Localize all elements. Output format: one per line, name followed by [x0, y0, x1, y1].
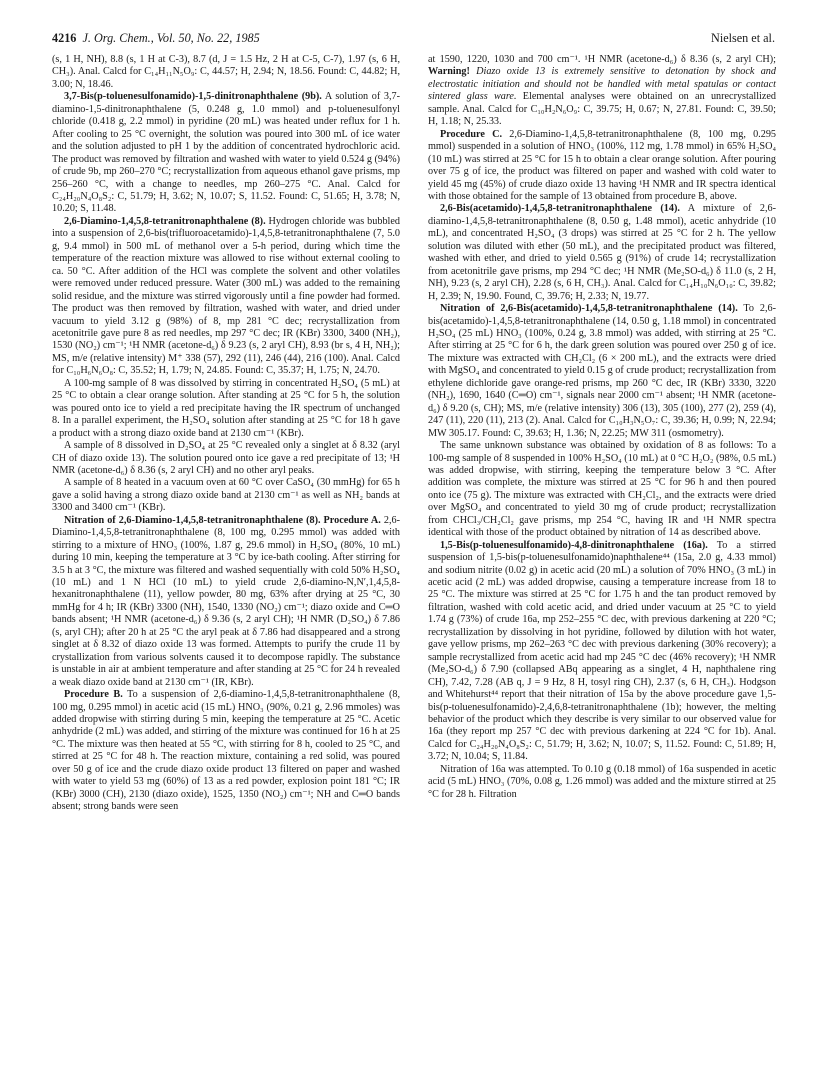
- paragraph-text: 2,6-Diamino-1,4,5,8-tetranitronaphthalene (8, 100 mg, 0.295 mmol) suspended in a solution of HNO₃ (100%, 112 mg, 1.78 mmol) in 65% H₂SO₄ (10 mL) was stirred at 25 °C for 15 h to obtain a clear orange solution. After pouring over 75 g of ice, the product was filtered on paper and washed with cold water to yield 45 mg (45%) of crude diazo oxide 13 having ¹H NMR and IR spectra identical with those obtained for the sample of 13 obtained from procedure B, above.: [428, 128, 777, 202]
- warning-label: Warning!: [428, 66, 470, 78]
- section-heading: Procedure B.: [64, 689, 123, 701]
- paragraph: [428, 54, 776, 129]
- page-number: 4216: [52, 31, 77, 45]
- paragraph-text: at 1590, 1220, 1030 and 700 cm⁻¹. ¹H NMR (acetone-d₆) δ 8.36 (s, 2 aryl CH);: [428, 54, 776, 65]
- paragraph-text: A mixture of 2,6-diamino-1,4,5,8-tetranitronaphthalene (8, 0.50 g, 1.48 mmol), acetic anhydride (10 mL), and concentrated H₂SO₄ (3 drops) was stirred at 25 °C for 2 h. The yellow solution was diluted with ether (50 mL), and the precipitated product was filtered, washed with ether, and dried to yield 0.565 g (91%) of crude 14; recrystallization from acetonitrile gave prisms, mp 294 °C dec; ¹H NMR (Me₂SO-d₆) δ 11.0 (s, 2 H, NH), 9.23 (s, 2 aryl CH), 2.28 (s, 6 H, CH₃). Anal. Calcd for C₁₄H₁₀N₆O₁₀: C, 39.82; H, 2.39; N, 19.90. Found, C, 39.76; H, 2.33; N, 19.77.: [428, 203, 776, 302]
- section-heading: 2,6-Diamino-1,4,5,8-tetranitronaphthalene (8).: [64, 215, 266, 227]
- header-authors: Nielsen et al.: [711, 31, 775, 45]
- paragraph-text: A sample of 8 heated in a vacuum oven at 60 °C over CaSO₄ (30 mmHg) for 65 h gave a solid having a strong diazo oxide band at 2130 cm⁻¹ as well as NH₂ bands at 3300 and 3400 cm⁻¹ (KBr).: [52, 477, 400, 514]
- warning-text: Diazo oxide 13 is extremely sensitive to detonation by shock and electrostatic initiation and should not be handled with metal spatulas or contact sintered glass ware.: [428, 66, 776, 103]
- paragraph: [428, 764, 776, 801]
- section-heading: 3,7-Bis(p-toluenesulfonamido)-1,5-dinitronaphthalene (9b).: [64, 91, 322, 103]
- paragraph: [428, 440, 776, 540]
- paragraph: [52, 477, 400, 514]
- paragraph-text: To 2,6-bis(acetamido)-1,4,5,8-tetranitronaphthalene (14, 0.50 g, 1.18 mmol) in concentrated H₂SO₄ (25 mL) HNO₃ (100%, 0.24 g, 3.8 mmol) was added, with stirring at 25 °C. After stirring at 25 °C for 6 h, the dark green solution was poured over 250 g of ice. The mixture was extracted with CH₂Cl₂ (6 × 200 mL), and the extracts were dried with MgSO₄ and concentrated to yield 0.15 g of crude product; recrystallization from ethylene dichloride gave orange-red prisms, mp 260 °C dec, IR (KBr) 3330, 3220 (NH₂), 1690, 1640 (C═O) cm⁻¹, signals near 2000 cm⁻¹ absent; ¹H NMR (acetone-d₆) δ 9.20 (s, CH); MS, m/e (relative intensity) 306 (13), 305 (100), 277 (2), 259 (4), 247 (11), 220 (11), 213 (2). Anal. Calcd for C₁₀H₃N₅O₇: C, 39.36; H, 0.99; N, 22.94; MW 305.17. Found: C, 39.63; H, 1.36; N, 22.25; MW 311 (osmometry).: [428, 303, 776, 439]
- paragraph-text: Elemental analyses were obtained on an unrecrystallized sample. Anal. Calcd for C₁₀H₂N₆O₉: C, 39.75; H, 0.67; N, 27.81. Found: C, 39.50; H, 1.18; N, 25.33.: [428, 91, 776, 128]
- right-column: [428, 54, 776, 801]
- section-heading: Procedure C.: [440, 128, 503, 140]
- paragraph: [52, 440, 400, 477]
- section-heading: 2,6-Bis(acetamido)-1,4,5,8-tetranitronaphthalene (14).: [440, 203, 680, 215]
- paragraph-text: To a stirred suspension of 1,5-bis(p-toluenesulfonamido)naphthalene⁴⁴ (15a, 2.0 g, 4.33 mmol) and sodium nitrite (0.02 g) in acetic acid (20 mL) a solution of 70% HNO₃ (3 mL) in acetic acid (2 mL) was added dropwise, causing a temperature increase from 18 to 25 °C. The mixture was stirred at 25 °C for 1.75 h and the tan product removed by filtration, washed with cold acetic acid, and dried under vacuum at 25 °C to yield 1.74 g (73%) of crude 16a, mp 252–255 °C dec, with previous darkening at 220 °C; recrystallization by dissolving in hot pyridine, followed by dilution with hot water, gave yellow prisms, mp 262–263 °C dec with previous darkening (30% recovery); a sample recrystallized from acetic acid had mp 245 °C dec (46% recovery); ¹H NMR (Me₂SO-d₆) δ 7.90 (collapsed ABq appearing as a singlet, 4 H, naphthalene ring CH), 7.42, 7.28 (AB q, J = 9 Hz, 8 H, tosyl ring CH), 2.37 (s, 6 H, CH₃). Hodgson and Whitehurst⁴⁴ report that their nitration of 15a by the above procedure gave 1,5-bis(p-toluenesulfonamido)-2,4,6,8-tetranitronaphthalene (1b); however, the melting behavior of the product which they describe is very similar to our observed value for 16a (they report mp 257 °C dec with previous darkening at 224 °C for 1b). Anal. Calcd for C₂₄H₂₀N₄O₈S₂: C, 51.79; H, 3.62; N, 10.07; S, 11.52. Found: C, 51.89; H, 3.72; N, 10.04; S, 11.84.: [428, 539, 776, 763]
- paragraph-text: (s, 1 H, NH), 8.8 (s, 1 H at C-3), 8.7 (d, J = 1.5 Hz, 2 H at C-5, C-7), 1.97 (s, 6 H, CH₃). Anal. Calcd for C₁₄H₁₁N₅O₉: C, 44.57; H, 2.94; N, 18.56. Found: C, 44.82; H, 3.00; N, 18.46.: [52, 54, 400, 90]
- paragraph: [428, 303, 776, 440]
- paragraph-text: The same unknown substance was obtained by oxidation of 8 as follows: To a 100-mg sample of 8 suspended in 100% H₂SO₄ (10 mL) at 0 °C H₂O₂ (98%, 0.5 mL) was added dropwise, with stirring, keeping the temperature below 3 °C. After addition was complete, the mixture was stirred at 25 °C for 96 h and then poured onto ice (75 g). The mixture was extracted with CH₂Cl₂, and the extracts were dried over MgSO₄ and concentrated to yield 30 mg of crude product; recrystallization from CHCl₃/CH₂Cl₂ gave prisms, mp 254 °C, having IR and ¹H NMR spectra identical with those of the product obtained by nitration of 14 as described above.: [428, 440, 776, 539]
- paragraph-text: Hydrogen chloride was bubbled into a suspension of 2,6-bis(trifluoroacetamido)-1,4,5,8-tetranitronaphthalene (7, 5.0 g, 9.4 mmol) in 500 mL of methanol over a 5-h period, during which time the temperature of the reaction mixture was allowed to rise without external cooling to ca. 50 °C. After addition of the HCl was complete the solvent and other volatiles were removed under reduced pressure. Water (300 mL) was added to the remaining solid residue, and the mixture was stirred vigorously until a fine powder had formed. The product was then removed by filtration, washed with water, and dried under vacuum to yield 3.12 g (98%) of 8, mp 281 °C dec; recrystallization from acetonitrile gave pure 8 as red needles, mp 297 °C dec; IR (KBr) 3300, 3400 (NH₂), 1530 (NO₂) cm⁻¹; ¹H NMR (acetone-d₆) δ 9.23 (s, 2 aryl CH), 8.93 (br s, 4 H, NH₂); MS, m/e (relative intensity) M⁺ 338 (57), 292 (11), 246 (44), 216 (100). Anal. Calcd for C₁₀H₆N₆O₈: C, 35.52; H, 1.79; N, 24.85. Found: C, 35.37; H, 1.75; N, 24.70.: [52, 215, 400, 377]
- paragraph: [428, 540, 776, 764]
- paragraph: [52, 216, 400, 378]
- header-citation: [52, 30, 260, 46]
- paragraph-text: Nitration of 16a was attempted. To 0.10 g (0.18 mmol) of 16a suspended in acetic acid (5 mL) HNO₃ (70%, 0.08 g, 1.26 mmol) was added and the mixture stirred at 25 °C for 28 h. Filtration: [428, 763, 776, 800]
- paragraph: [428, 203, 776, 303]
- paragraph-text: A solution of 3,7-diamino-1,5-dinitronaphthalene (5, 0.248 g, 1.0 mmol) and p-toluenesulfonyl chloride (0.418 g, 2.2 mmol) in pyridine (20 mL) was heated under reflux for 1 h. After cooling to 25 °C overnight, the solution was poured into 300 mL of ice water and the solution adjusted to pH 1 by the addition of concentrated hydrochloric acid. The product was removed by filtration and washed with water to yield 0.524 g (94%) of crude 9b, mp 260–270 °C; recrystallization from aqueous ethanol gave prisms, mp 256–260 °C, with a change to needles, mp 260–275 °C. Anal. Calcd for C₂₄H₂₀N₄O₈S₂: C, 51.79; H, 3.62; N, 10.07; S, 11.52. Found: C, 51.65; H, 3.78; N, 10.20; S, 11.48.: [52, 91, 400, 215]
- paragraph-text: A sample of 8 dissolved in D₂SO₄ at 25 °C revealed only a singlet at δ 8.32 (aryl CH of diazo oxide 13). The solution poured onto ice gave a red precipitate of 13; ¹H NMR (acetone-d₆) δ 8.36 (s, 2 aryl CH) and no other aryl peaks.: [52, 440, 400, 476]
- paragraph: [428, 129, 776, 204]
- paragraph: [52, 515, 400, 689]
- paragraph: [52, 378, 400, 440]
- paragraph-text: 2,6-Diamino-1,4,5,8-tetranitronaphthalene (8, 100 mg, 0.295 mmol) was added with stirring to a mixture of HNO₃ (100%, 1.87 g, 29.6 mmol) in H₂SO₄ (80%, 10 mL) during 10 min, keeping the temperature at 3 °C by ice-bath cooling. After stirring for 3.5 h at 3 °C, the mixture was filtered and washed sequentially with cold 50% H₂SO₄ (10 mL) and 1 N HCl (10 mL) to yield crude 2,6-diamino-N,N′,1,4,5,8-hexanitronaphthalene (11), yellow powder, 80 mg, 63% after drying at 25 °C, 30 mmHg for 4 h; IR (KBr) 3300 (NH), 1540, 1330 (NO₂) cm⁻¹; diazo oxide and C═O bands absent; ¹H NMR (acetone-d₆) δ 9.36 (s, 2 aryl CH); ¹H NMR (D₂SO₄) δ 7.86 (s, aryl CH); after 20 h at 25 °C the aryl peak at δ 7.86 had disappeared and a strong singlet at δ 8.32 of diazo oxide 13 was formed. Attempts to purify the crude 11 by crystallization from various solvents caused it to decompose rapidly. The substance is unstable in air at ambient temperature and after standing at 25 °C for 24 h revealed a weak diazo oxide band at 2130 cm⁻¹ (IR, KBr).: [52, 514, 400, 688]
- paragraph: [52, 689, 400, 814]
- section-heading: 1,5-Bis(p-toluenesulfonamido)-4,8-dinitronaphthalene (16a).: [440, 539, 708, 551]
- paragraph-text: To a suspension of 2,6-diamino-1,4,5,8-tetranitronaphthalene (8, 100 mg, 0.295 mmol) in acetic acid (15 mL) HNO₃ (90%, 0.21 g, 2.96 mmoles) was added dropwise with stirring during 5 min, keeping the temperature at 25 °C. Acetic anhydride (2 mL) was added, and stirring of the mixture was continued for 16 h at 25 °C. The mixture was then heated at 55 °C, with stirring for 8 h, cooled to 25 °C, and stirred at 25 °C for 48 h. The reaction mixture, containing a red solid, was poured over 50 g of ice and the crude diazo oxide product 13 filtered on paper and washed with water to yield 53 mg (60%) of 13 as a red powder, explosion point 181 °C; IR (KBr) 3000 (CH), 2130 (diazo oxide), 1525, 1350 (NO₂) cm⁻¹; NH and C═O bands absent; strong bands were seen: [52, 689, 400, 813]
- paragraph: [52, 54, 400, 91]
- paragraph: [52, 91, 400, 216]
- left-column: [52, 54, 400, 814]
- running-header: [52, 30, 775, 46]
- journal-reference: J. Org. Chem., Vol. 50, No. 22, 1985: [82, 31, 260, 45]
- section-heading: Nitration of 2,6-Diamino-1,4,5,8-tetranitronaphthalene (8). Procedure A.: [64, 514, 381, 526]
- section-heading: Nitration of 2,6-Bis(acetamido)-1,4,5,8-tetranitronaphthalene (14).: [440, 303, 738, 315]
- paragraph-text: A 100-mg sample of 8 was dissolved by stirring in concentrated H₂SO₄ (5 mL) at 25 °C to obtain a clear orange solution. After standing at 25 °C for 5 h, the solution was poured onto ice to yield a red precipitate having the IR spectrum of unchanged 8. In a parallel experiment, the H₂SO₄ solution after standing at 25 °C for 18 h gave a product with a strong diazo oxide band at 2130 cm⁻¹ (KBr).: [52, 377, 400, 439]
